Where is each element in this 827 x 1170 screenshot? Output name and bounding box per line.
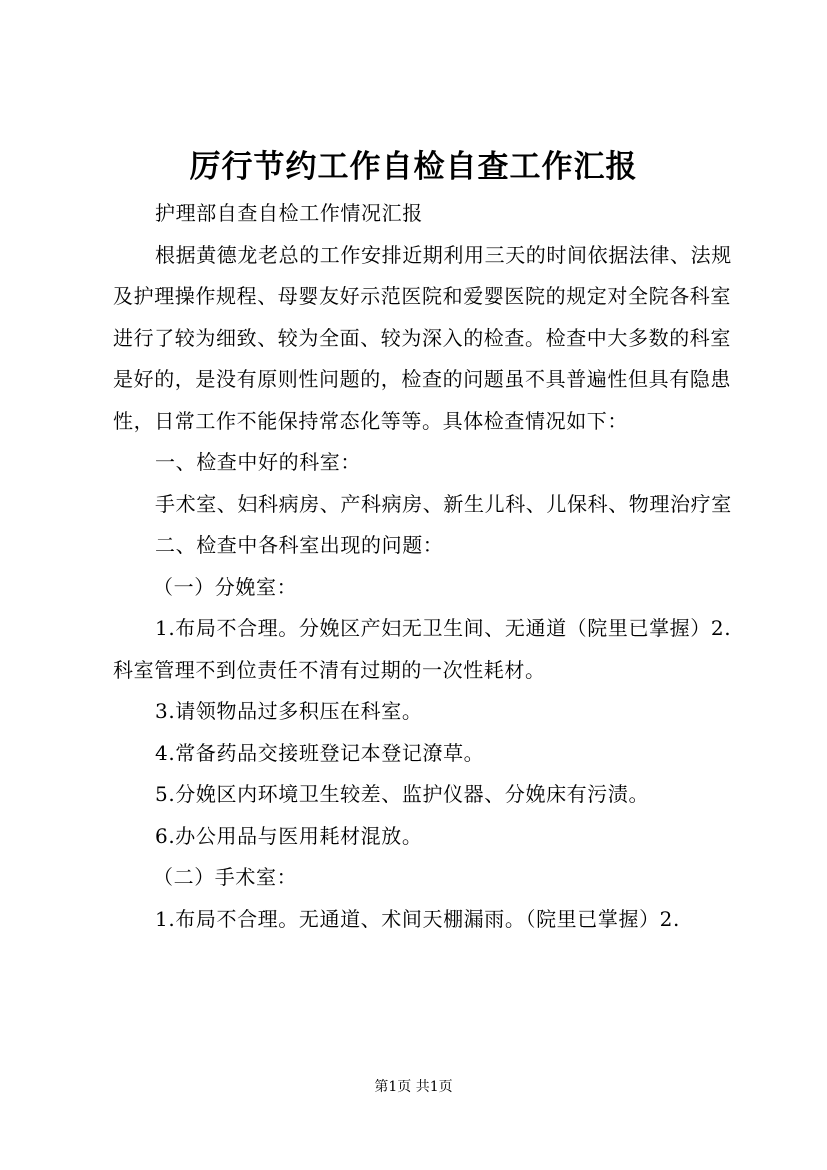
document-body (113, 193, 743, 940)
paragraph-item-4: 4.常备药品交接班登记本登记潦草。 (155, 740, 485, 765)
paragraph-section-1-heading: 一、检查中好的科室： (155, 450, 361, 474)
paragraph-operating-room-heading: （二）手术室： (153, 865, 298, 889)
page-footer: 第1页 共1页 (374, 1079, 453, 1095)
paragraph-subtitle: 护理部自查自检工作情况汇报 (155, 201, 423, 225)
paragraph-item-3: 3.请领物品过多积压在科室。 (155, 699, 423, 723)
paragraph-intro: 根据黄德龙老总的工作安排近期利用三天的时间依据法律、法规及护理操作规程、母婴友好示范医院和爱婴医院的规定对全院各科室进行了较为细致、较为全面、较为深入的检查。检查中大多数的科室是好的，是没有原则性问题的，检查的问题虽不具普遍性但具有隐患性，日常工作不能保持常态化等等。具体检查情况如下： (113, 242, 732, 433)
document-title: 厉行节约工作自检自查工作汇报 (189, 149, 638, 185)
paragraph-delivery-room-heading: （一）分娩室： (153, 574, 298, 599)
paragraph-section-2-heading: 二、检查中各科室出现的问题： (155, 533, 444, 557)
paragraph-good-departments: 手术室、妇科病房、产科病房、新生儿科、儿保科、物理治疗室 (155, 491, 732, 516)
paragraph-item-5: 5.分娩区内环境卫生较差、监护仪器、分娩床有污渍。 (155, 782, 650, 806)
paragraph-operating-room-item-1: 1.布局不合理。无通道、术间天棚漏雨。（院里已掌握）2. (155, 906, 680, 931)
paragraph-item-6: 6.办公用品与医用耗材混放。 (155, 823, 423, 848)
paragraph-item-1-2: 1.布局不合理。分娩区产妇无卫生间、无通道（院里已掌握）2.科室管理不到位责任不清有过期的一次性耗材。 (113, 616, 732, 682)
